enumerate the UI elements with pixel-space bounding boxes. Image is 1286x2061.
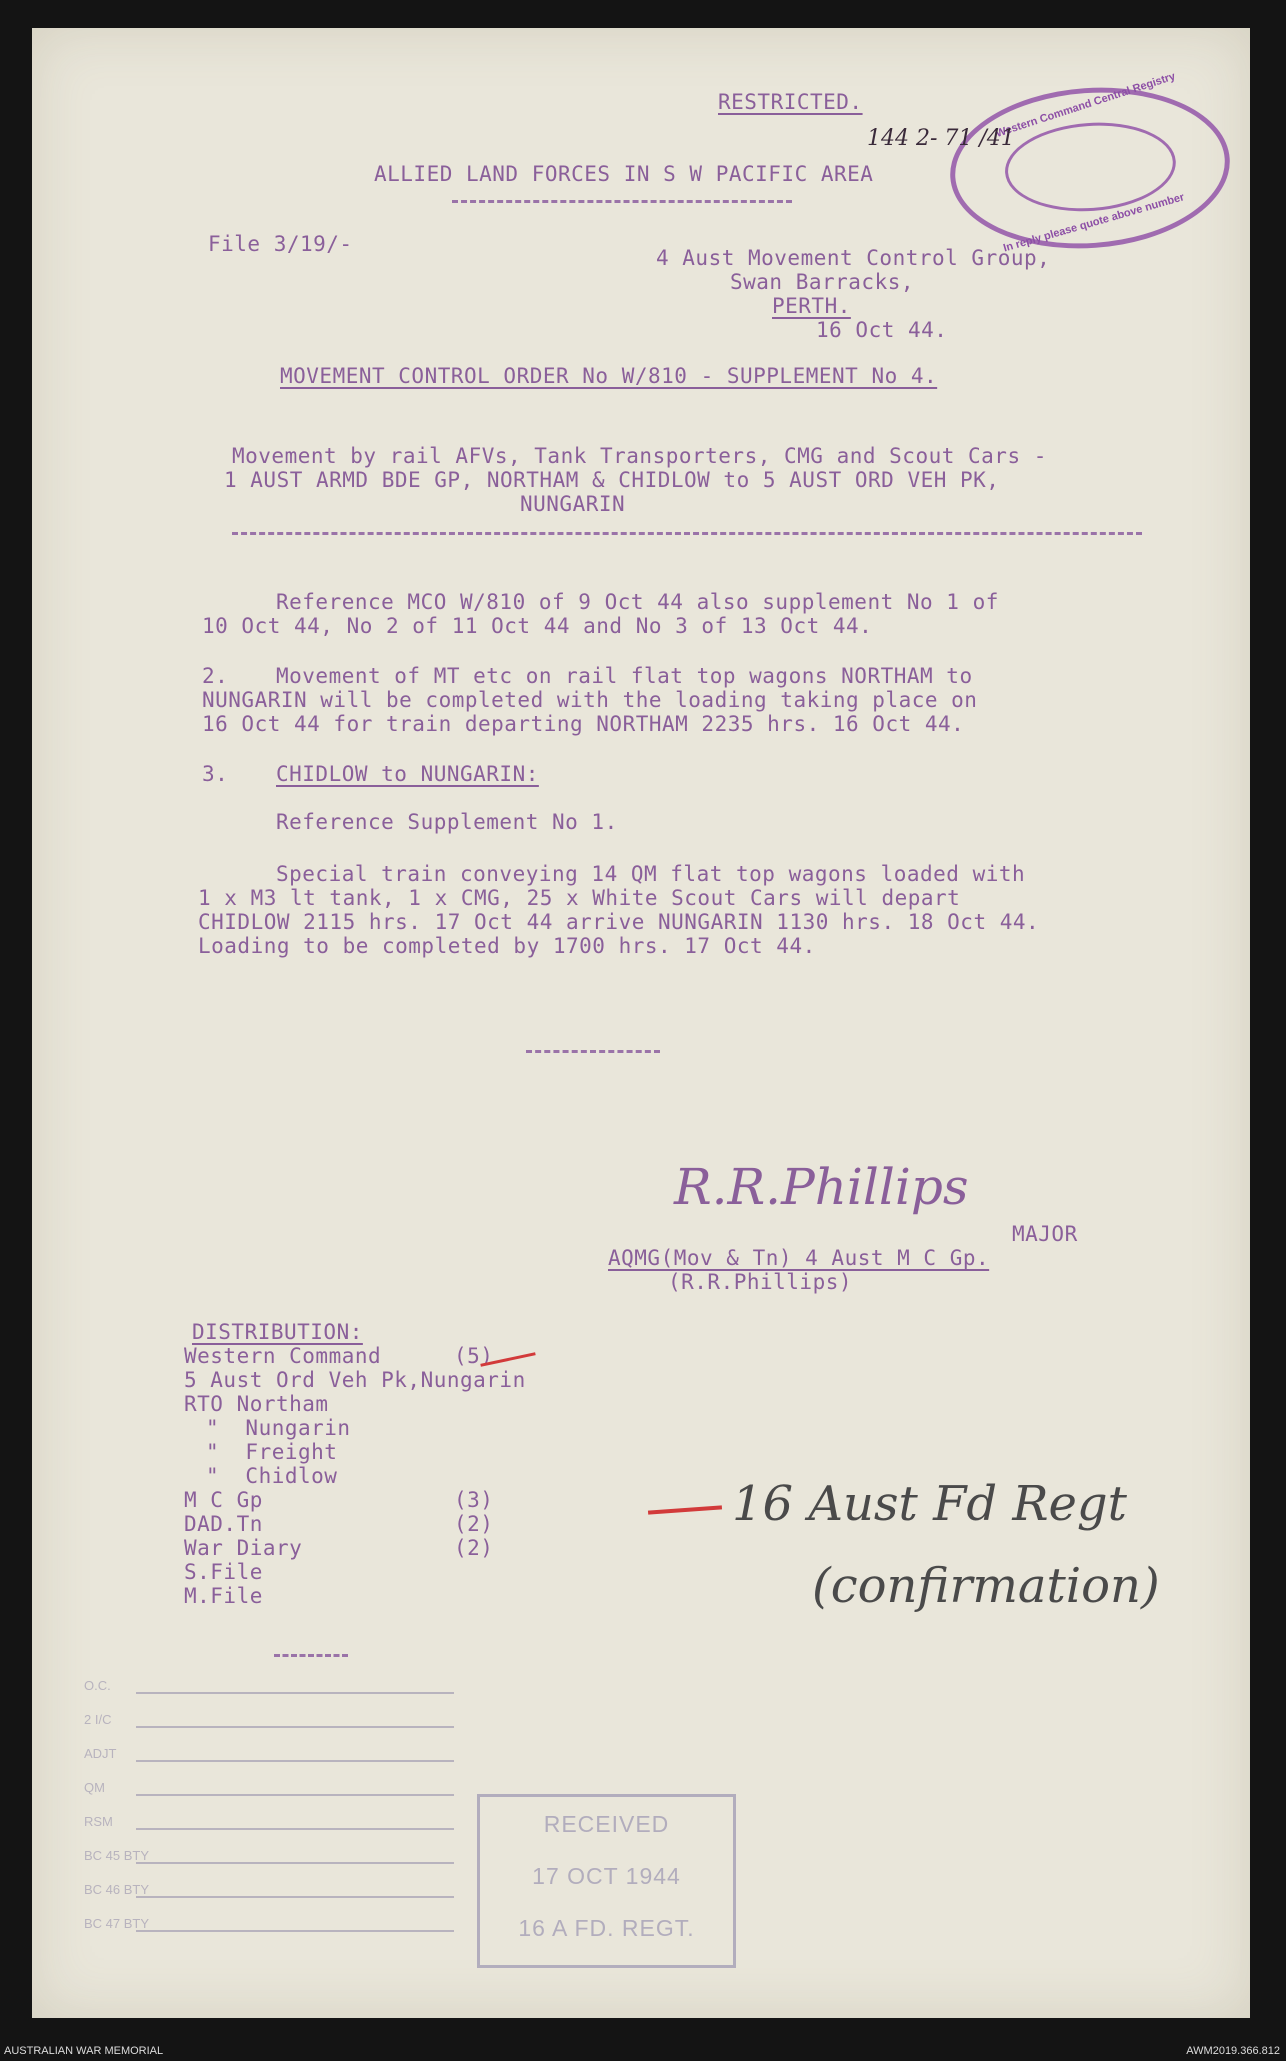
received-stamp-title: RECEIVED [543,1811,670,1837]
signature-rank: MAJOR [1012,1222,1078,1246]
address-line-3: PERTH. [772,294,851,318]
subject-line-1: Movement by rail AFVs, Tank Transporters, CMG and Scout Cars - [232,444,1047,468]
annotation-line-1: 16 Aust Fd Regt [732,1476,1127,1532]
distribution-item: M.File [184,1584,263,1608]
subject-rule [232,532,1142,535]
distribution-count: (2) [454,1536,494,1560]
para1-line-1: Reference MCO W/810 of 9 Oct 44 also supplement No 1 of [276,590,999,614]
address-line-1: 4 Aust Movement Control Group, [656,246,1051,270]
subject-line-2: 1 AUST ARMD BDE GP, NORTHAM & CHIDLOW to 5 AUST ORD VEH PK, [224,468,1000,492]
routing-bc45 [84,1848,149,1863]
document-date: 16 Oct 44. [816,318,948,342]
routing-bc47 [84,1916,149,1931]
para1-line-2: 10 Oct 44, No 2 of 11 Oct 44 and No 3 of 13 Oct 44. [202,614,873,638]
para3-line-1: Special train conveying 14 QM flat top wagons loaded with [276,862,1026,886]
para3-number: 3. [202,762,229,786]
para2-line-1: Movement of MT etc on rail flat top wagons NORTHAM to [276,664,973,688]
org-heading: ALLIED LAND FORCES IN S W PACIFIC AREA [374,162,874,186]
received-stamp-date: 17 OCT 1944 [532,1863,681,1889]
distribution-item: " Chidlow [206,1464,338,1488]
registry-stamp [945,70,1235,257]
para3-line-4: Loading to be completed by 1700 hrs. 17 Oct 44. [198,934,816,958]
distribution-item: " Freight [206,1440,338,1464]
org-heading-rule [452,200,792,203]
para2-number: 2. [202,664,229,688]
routing-label: O.C. [84,1678,111,1693]
routing-2ic [84,1712,111,1727]
routing-qm [84,1780,105,1795]
red-annotation-dash [648,1505,722,1514]
distribution-item: " Nungarin [206,1416,351,1440]
distribution-count: (2) [454,1512,494,1536]
distribution-item: 5 Aust Ord Veh Pk,Nungarin [184,1368,526,1392]
routing-adjt [84,1746,117,1761]
subject-line-3: NUNGARIN [520,492,626,516]
address-line-2: Swan Barracks, [730,270,915,294]
routing-label: RSM [84,1814,113,1829]
registry-number-handwritten: 144 2- 71 /41 [867,126,1015,151]
signature-title: AQMG(Mov & Tn) 4 Aust M C Gp. [608,1246,990,1270]
routing-label: ADJT [84,1746,117,1761]
distribution-item: RTO Northam [184,1392,329,1416]
received-stamp-unit: 16 A FD. REGT. [518,1915,695,1941]
signature-name: (R.R.Phillips) [668,1270,853,1294]
distribution-item: Western Command [184,1344,382,1368]
distribution-end-rule [274,1654,348,1657]
registry-stamp-bottom-text: In reply please quote above number [1001,191,1186,255]
distribution-item: S.File [184,1560,263,1584]
routing-label: BC 46 BTY [84,1882,150,1897]
routing-bc46 [84,1882,149,1897]
distribution-count: (5) [454,1344,494,1368]
para3-heading: CHIDLOW to NUNGARIN: [276,762,539,786]
document-page [32,28,1250,2018]
routing-label: BC 47 BTY [84,1916,150,1931]
routing-label: BC 45 BTY [84,1848,150,1863]
routing-oc [84,1678,111,1693]
para3-line-2: 1 x M3 lt tank, 1 x CMG, 25 x White Scout Cars will depart [198,886,961,910]
distribution-heading: DISTRIBUTION: [192,1320,363,1344]
distribution-item: M C Gp [184,1488,263,1512]
registry-stamp-top-text: Western Command Central Registry [994,70,1177,140]
signature-handwritten: R.R.Phillips [674,1158,969,1216]
para2-line-2: NUNGARIN will be completed with the loading taking place on [202,688,978,712]
para3-reference: Reference Supplement No 1. [276,810,618,834]
received-stamp [477,1794,736,1968]
distribution-item: DAD.Tn [184,1512,263,1536]
order-title: MOVEMENT CONTROL ORDER No W/810 - SUPPLEMENT No 4. [280,364,938,388]
distribution-count: (3) [454,1488,494,1512]
para3-line-3: CHIDLOW 2115 hrs. 17 Oct 44 arrive NUNGARIN 1130 hrs. 18 Oct 44. [198,910,1040,934]
annotation-line-2: (confirmation) [812,1558,1160,1614]
end-of-body-rule [526,1050,660,1053]
routing-rsm [84,1814,113,1829]
distribution-item: War Diary [184,1536,303,1560]
file-reference: File 3/19/- [208,232,353,256]
routing-label: QM [84,1780,105,1795]
classification-label: RESTRICTED. [718,90,863,114]
routing-label: 2 I/C [84,1712,112,1727]
para2-line-3: 16 Oct 44 for train departing NORTHAM 2235 hrs. 16 Oct 44. [202,712,965,736]
footer-right: AWM2019.366.812 [1186,2045,1280,2057]
footer-left: AUSTRALIAN WAR MEMORIAL [4,2045,164,2057]
